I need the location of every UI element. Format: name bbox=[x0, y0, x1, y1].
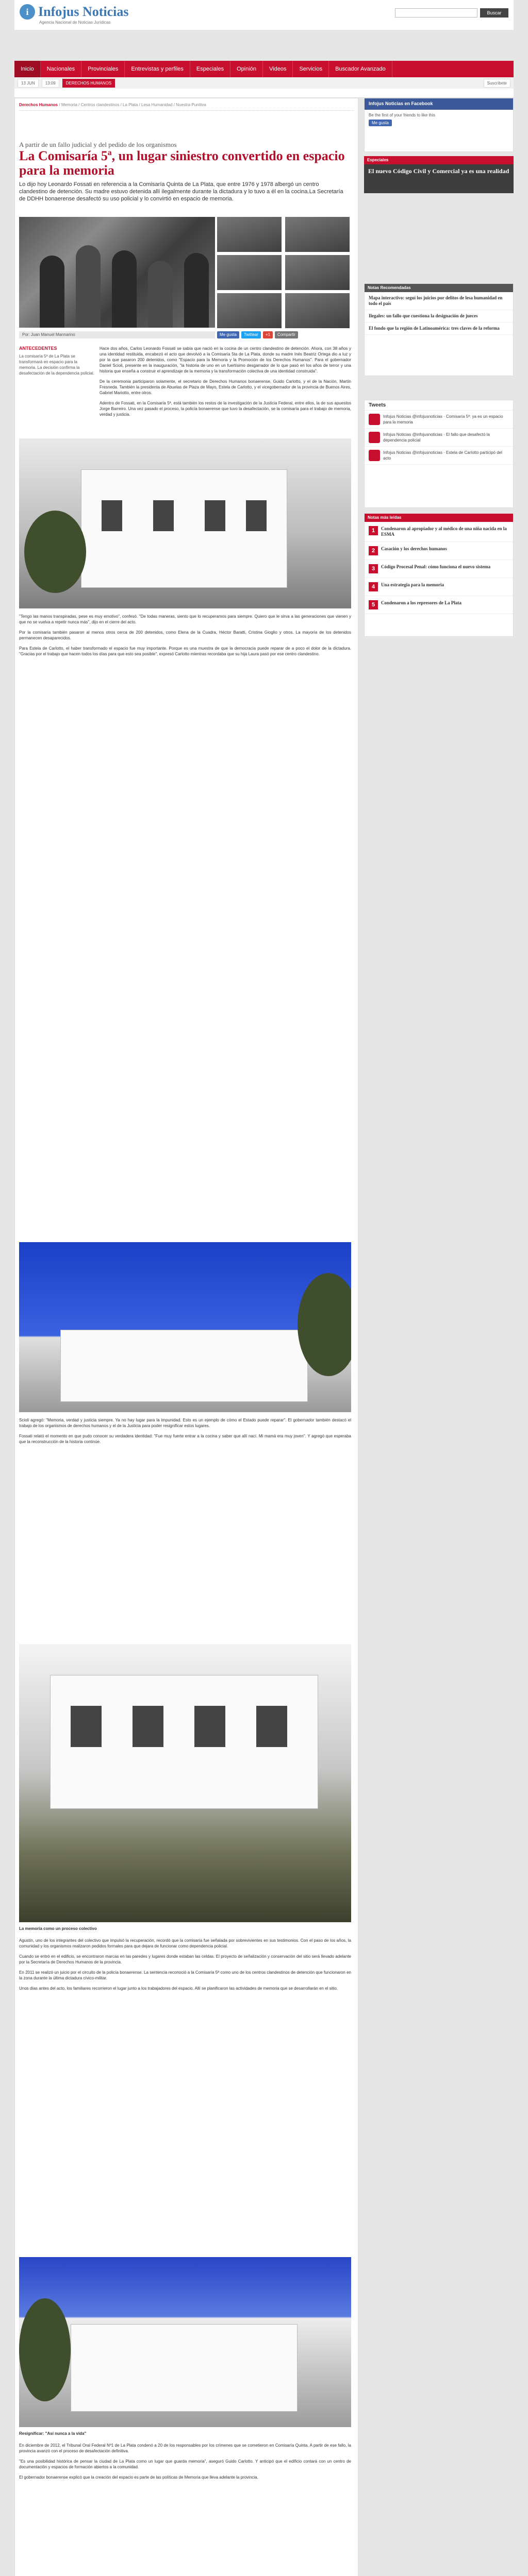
article-photo-interior[interactable] bbox=[19, 1644, 351, 1922]
search-input[interactable] bbox=[395, 8, 477, 18]
rss-link[interactable]: Suscríbete bbox=[484, 79, 510, 88]
site-logo[interactable] bbox=[20, 4, 129, 25]
paragraph: "Es una posibilidad histórica de pensar la ciudad de La Plata como un lugar que guarda memoria", aseguró Guido Carlotto. Y anticipó que el edificio contará con un centro de documentación y espacios de formación abiertos a la comunidad. bbox=[19, 2459, 351, 2469]
paragraph: En 2011 se realizó un juicio por el circuito de la policía bonaerense. La sentencia reconoció a la Comisaría 5ª como uno de los centros clandestinos de detención que funcionaron en la zona durante la última dictadura cívico-militar. bbox=[19, 1970, 351, 1980]
section-heading-3: Resignificar: "Así nunca a la vida" bbox=[19, 2431, 87, 2436]
date-badge: 13 JUN bbox=[18, 79, 39, 88]
paragraph: Unos días antes del acto, los familiares recorrieron el lugar junto a los trabajadores del espacio. Allí se planificaron las actividades de memoria que se desarrollarán en el sitio. bbox=[19, 1986, 338, 1991]
logo-name: Infojus Noticias bbox=[38, 4, 129, 19]
recommended-item[interactable]: Mapa interactivo: seguí los juicios por delitos de lesa humanidad en todo el país bbox=[365, 292, 513, 310]
most-read-item[interactable]: 5 Condenaron a los represores de La Plata bbox=[365, 596, 513, 614]
nav-item-especiales[interactable]: Especiales bbox=[190, 61, 230, 77]
section-heading-2: La memoria como un proceso colectivo bbox=[19, 1926, 97, 1931]
paragraph: En diciembre de 2012, el Tribunal Oral Federal Nº1 de La Plata condenó a 20 de los responsables por los crímenes que se cometieron en Comisaría Quinta. A partir de ese fallo, la provincia avanzó con el proceso de desafectación definitiva. bbox=[19, 2443, 351, 2453]
article-body-3 bbox=[19, 1417, 351, 1449]
twitter-widget bbox=[364, 400, 514, 508]
paragraph: Hace dos años, Carlos Leonardo Fossati se sabía que nació en la cocina de un centro clandestino de detención. Ahora, con 38 años y una identidad restituida, encabezó el acto que devolvió a la Comisaría 5ta de La Plata, donde su madre Inés Beatriz Ortega dio a luz y por la que pasaron 200 detenidos, como "Espacio para la Memoria y la Promoción de los Derechos Humanos". Para el gobernador Daniel Scioli, presente en la inauguración, "la historia de uno en un fuertísimo desgarrador de lo que pasó en los años de terror y una historia que enseña a construir el aprendizaje de la memoria y la transformación colectiva de una identidad construida". bbox=[100, 346, 351, 374]
nav-item-inicio[interactable]: Inicio bbox=[14, 61, 41, 77]
paragraph: Por la comisaría también pasaron al menos otros cerca de 200 detenidos, como Elena de la Cuadra, Héctor Baratti, Cristina Gioglio y otros. La mayoría de los detenidos permanecen desaparecidos. bbox=[19, 630, 351, 640]
facebook-like-button[interactable]: Me gusta bbox=[369, 120, 392, 126]
paragraph: Adentro de Fossati, en la Comisaría 5ª, está también los restos de la investigación de la Justicia Federal, entre ellos, la de sus apuestos Jorge Barreiro. Una vez pasado el proceso, la policía bonaerense que tuvo la desafectación, se la comisaría para el trabajo de memoria, verdad y justicia. bbox=[100, 401, 351, 417]
facebook-widget bbox=[364, 98, 514, 152]
specials-title: El nuevo Código Civil y Comercial ya es una realidad bbox=[368, 167, 509, 175]
article bbox=[14, 98, 358, 2576]
most-read-label: Notas más leídas bbox=[365, 514, 513, 522]
most-read-item[interactable]: 4 Una estrategia para la memoria bbox=[365, 578, 513, 596]
logo-tagline: Agencia Nacional de Noticias Jurídicas bbox=[39, 20, 111, 25]
header bbox=[14, 0, 514, 30]
avatar bbox=[369, 432, 380, 443]
sidebar bbox=[364, 98, 514, 1128]
tweet-button[interactable]: Twittear bbox=[241, 331, 261, 338]
article-pretitle: A partir de un fallo judicial y del pedido de los organismos bbox=[19, 141, 177, 148]
main-nav bbox=[14, 61, 514, 77]
recommended-item[interactable]: Ilegales: un fallo que cuestiona la designación de jueces bbox=[365, 310, 513, 323]
article-photo-sky[interactable] bbox=[19, 1242, 351, 1412]
facebook-widget-title[interactable]: Infojus Noticias en Facebook bbox=[365, 98, 513, 110]
facebook-widget-text: Be the first of your friends to like this bbox=[369, 113, 435, 117]
most-read-item[interactable]: 2 Casación y los derechos humanos bbox=[365, 542, 513, 560]
most-read-item[interactable]: 1 Condenaron al apropiador y al médico de una niña nacida en la ESMA bbox=[365, 522, 513, 542]
logo-mark-icon: i bbox=[20, 4, 35, 20]
avatar bbox=[369, 450, 380, 461]
gallery-thumb[interactable] bbox=[217, 255, 282, 290]
paragraph: "Tengo las manos transpiradas, pese es muy emotivo", confesó. "De todas maneras, siento que lo recuperamos para siempre. Quiero que le sirva a las generaciones que vienen y que no se vuelva a repetir nunca más", dijo en el cierre del acto. bbox=[19, 614, 351, 624]
nav-item-entrevistas[interactable]: Entrevistas y perfiles bbox=[125, 61, 190, 77]
specials-banner[interactable] bbox=[364, 156, 514, 193]
article-lead: Lo dijo hoy Leonardo Fossati en referencia a la Comisaría Quinta de La Plata, que entre 1976 y 1978 albergó un centro clandestino de detención. Su madre estuvo detenida allí ilegalmente durante la dictadura y lo tuvo a él en la cocina.La Secretaría de DDHH bonaerense desafectó su uso policial y lo convirtió en espacio de memoria. bbox=[19, 181, 343, 202]
tweet[interactable]: Infojus Noticias @infojusnoticias · Estela de Carlotto participó del acto bbox=[365, 447, 513, 465]
share-bar bbox=[217, 331, 298, 338]
breadcrumb-section[interactable]: Derechos Humanos bbox=[19, 103, 58, 107]
nav-item-opinion[interactable]: Opinión bbox=[230, 61, 263, 77]
aside-text[interactable]: La comisaría 5ª de La Plata se transformará en espacio para la memoria. La decisión confirma la desafectación de la dependencia policial. bbox=[19, 354, 94, 376]
paragraph: De la ceremonia participaron solamente, el secretario de Derechos Humanos bonaerense, Guido Carlotto, y el de la Nación, Martín Fresneda. También la presidenta de Abuelas de Plaza de Mayo, Estela de Carlotto, y el vicegobernador de la provincia de Buenos Aires, Gabriel Mariotto, entre otros. bbox=[100, 379, 351, 395]
hot-topic-tag[interactable]: DERECHOS HUMANOS bbox=[62, 79, 115, 88]
article-body-1 bbox=[100, 346, 351, 422]
most-read bbox=[364, 513, 514, 637]
breadcrumb-tags[interactable]: / Memoria / Centros clandestinos / La Plata / Lesa Humanidad / Nuestra Punitiva bbox=[59, 103, 206, 107]
share-button[interactable]: Compartir bbox=[275, 331, 298, 338]
breadcrumb bbox=[19, 103, 354, 111]
facebook-like-button[interactable]: Me gusta bbox=[217, 331, 239, 338]
aside-heading: ANTECEDENTES bbox=[19, 346, 57, 351]
nav-item-buscador[interactable]: Buscador Avanzado bbox=[329, 61, 392, 77]
paragraph: Agustín, uno de los integrantes del colectivo que impulsó la recuperación, recordó que la comisaría fue señalada por sobrevivientes en sus testimonios. Con el paso de los años, la comunidad y los organismos realizaron pedidos formales para que dejara de funcionar como dependencia policial. bbox=[19, 1938, 351, 1948]
article-title: La Comisaría 5ª, un lugar siniestro convertido en espacio para la memoria bbox=[19, 148, 345, 178]
recommended-notes bbox=[364, 283, 514, 376]
nav-item-provinciales[interactable]: Provinciales bbox=[81, 61, 125, 77]
photo-gallery bbox=[217, 217, 351, 328]
gplus-button[interactable]: +1 bbox=[263, 331, 273, 338]
article-body-4 bbox=[19, 1938, 351, 1996]
nav-item-servicios[interactable]: Servicios bbox=[293, 61, 329, 77]
article-photo-facade[interactable] bbox=[19, 2257, 351, 2427]
tweet[interactable]: Infojus Noticias @infojusnoticias · El fallo que desafectó la dependencia policial bbox=[365, 429, 513, 447]
paragraph: Scioli agregó: "Memoria, verdad y justicia siempre. Ya no hay lugar para la impunidad. Esto es un ejemplo de cómo el Estado puede reparar". El gobernador también destacó el trabajo de los organismos de derechos humanos y el de la Justicia para poder resignificar estos lugares. bbox=[19, 1418, 351, 1428]
related-aside bbox=[19, 346, 95, 376]
most-read-item[interactable]: 3 Código Procesal Penal: cómo funciona el nuevo sistema bbox=[365, 560, 513, 578]
top-strip bbox=[14, 89, 514, 98]
specials-label: Especiales bbox=[364, 156, 514, 164]
gallery-thumb[interactable] bbox=[217, 293, 282, 328]
gallery-thumb[interactable] bbox=[285, 217, 350, 252]
gallery-thumb[interactable] bbox=[285, 293, 350, 328]
tweet[interactable]: Infojus Noticias @infojusnoticias · Comisaría 5ª: ya es un espacio para la memoria bbox=[365, 411, 513, 429]
main-photo[interactable] bbox=[19, 217, 215, 328]
paragraph: Cuando se entró en el edificio, se encontraron marcas en las paredes y lugares donde estaban las celdas. El proyecto de señalización y conservación del sitio será llevado adelante por la Secretaría de Derechos Humanos de la provincia. bbox=[19, 1954, 351, 1964]
gallery-thumb[interactable] bbox=[217, 217, 282, 252]
recommended-item[interactable]: El fondo que la región de Latinoamérica: tres claves de la reforma bbox=[365, 323, 513, 335]
photo-credit: Por: Juan Manuel Mannarino bbox=[19, 331, 215, 338]
tweets-label: Tweets bbox=[365, 400, 513, 411]
paragraph: Para Estela de Carlotto, el haber transformado el espacio fue muy importante. Porque es una muestra de que la democracia puede reparar de a poco el dolor de la dictadura. "Gracias por el trabajo que hacen todos los días para que esto sea posible", expresó Carlotto mientras recordaba que su hija Laura pasó por ese centro clandestino. bbox=[19, 646, 351, 656]
gallery-thumb[interactable] bbox=[285, 255, 350, 290]
recommended-label: Notas Recomendadas bbox=[365, 284, 513, 292]
article-body-5 bbox=[19, 2443, 351, 2485]
search-button[interactable]: Buscar bbox=[480, 8, 508, 18]
paragraph: El gobernador bonaerense explicó que la creación del espacio es parte de las políticas de Memoria que lleva adelante la provincia. bbox=[19, 2475, 258, 2480]
nav-item-nacionales[interactable]: Nacionales bbox=[41, 61, 81, 77]
article-photo-building[interactable] bbox=[19, 438, 351, 608]
sub-bar bbox=[14, 77, 514, 89]
paragraph: Fossati relató el momento en que pudo conocer su verdadera identidad: "Fue muy fuerte entrar a la cocina y saber que allí nací. Mi mamá era muy joven". Y agregó que esperaba que la reconstrucción de la historia continúe. bbox=[19, 1434, 351, 1444]
nav-item-videos[interactable]: Videos bbox=[263, 61, 293, 77]
avatar bbox=[369, 414, 380, 425]
time-badge: 13:09 bbox=[42, 79, 59, 88]
article-body-2 bbox=[19, 614, 351, 662]
